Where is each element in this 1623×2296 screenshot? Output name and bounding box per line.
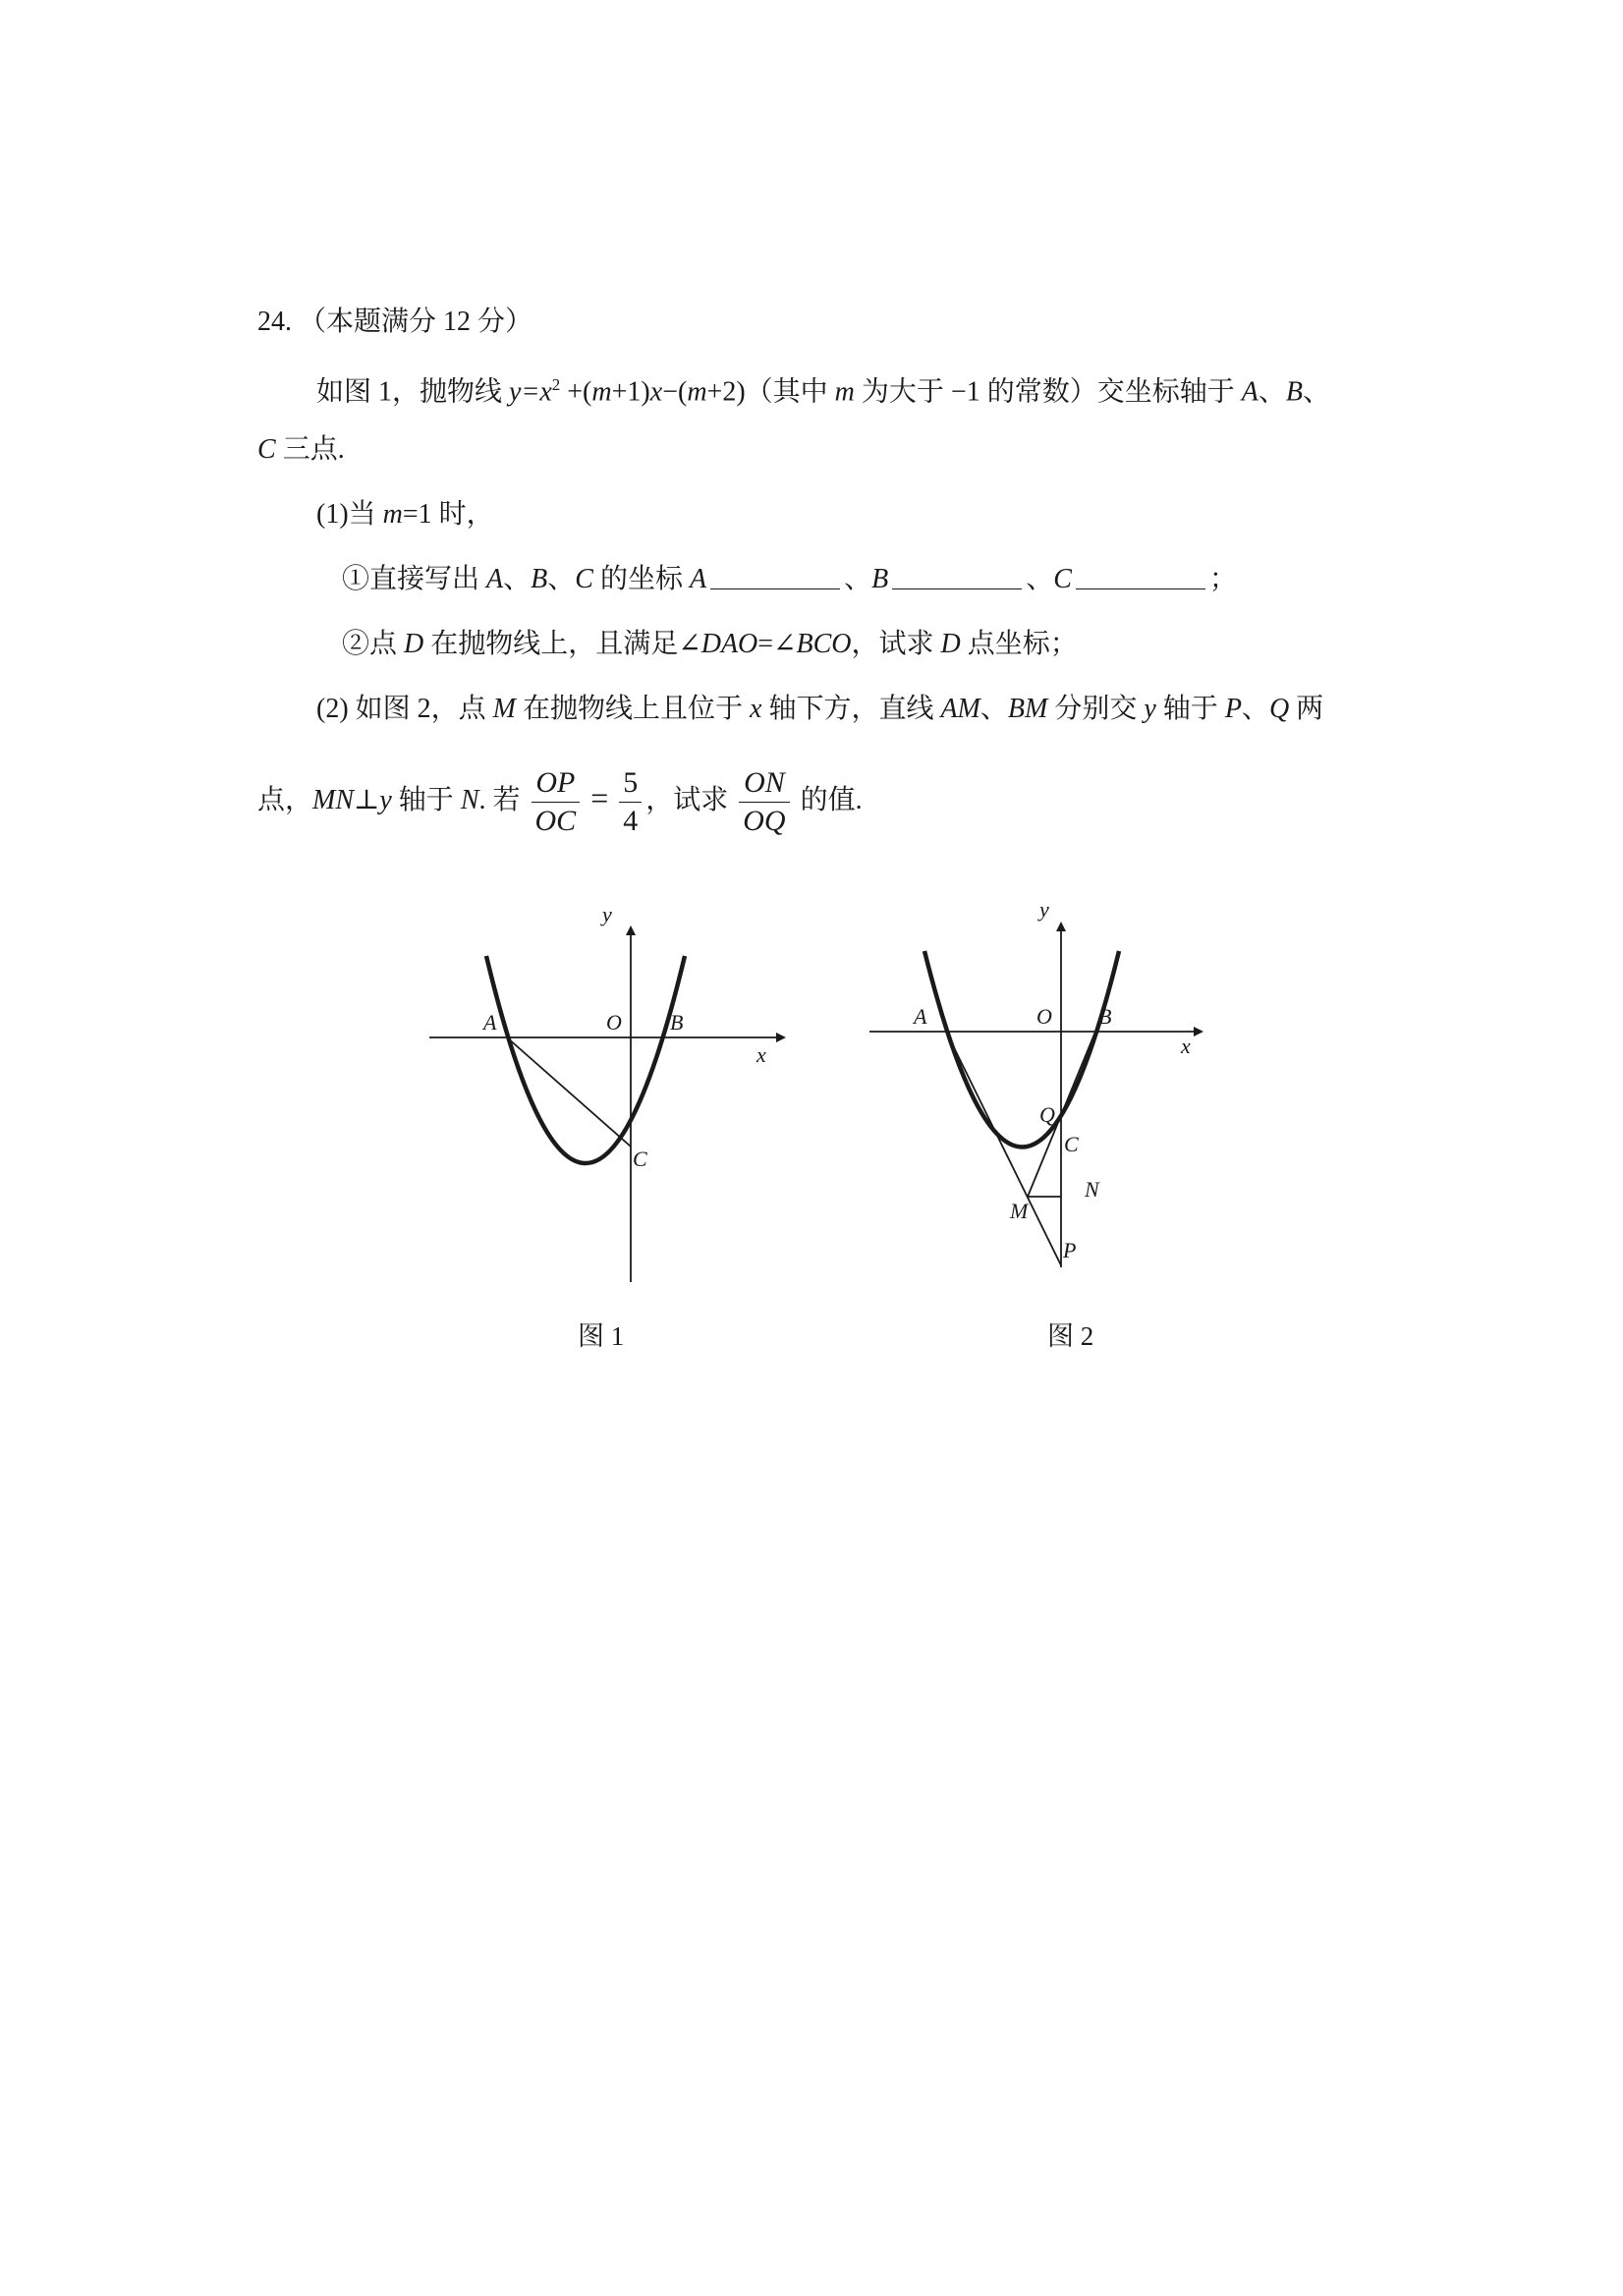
q1-text: ①直接写出 (342, 564, 487, 594)
fig2-label-c: C (1064, 1132, 1079, 1156)
figure-1-caption: 图 1 (578, 1321, 625, 1351)
part2-text: 轴于 (1155, 694, 1225, 724)
fig2-label-q: Q (1039, 1102, 1055, 1127)
question-2 (342, 625, 1078, 664)
part2-text: 在抛物线上且位于 (515, 694, 750, 724)
q2-text: 在抛物线上，且满足∠ (423, 629, 701, 659)
intro-text: 、 (1302, 376, 1330, 408)
part2-text: ，试求 (645, 785, 736, 815)
intro-text: 三点. (275, 434, 345, 465)
fig1-label-c: C (633, 1147, 647, 1171)
figure-2 (855, 884, 1218, 1297)
intro-text: +( (560, 376, 592, 408)
q2-var: D (940, 629, 961, 659)
intro-text: +2)（其中 (706, 376, 835, 408)
fig2-x-arrow (1194, 1027, 1203, 1036)
part2-var: Q (1268, 694, 1290, 724)
part2-text: (2) 如图 2，点 (316, 694, 493, 724)
equals-sign: = (590, 780, 609, 815)
part2-line2 (257, 758, 863, 840)
q2-text: ，试求 (851, 629, 941, 659)
intro-var: B (1285, 376, 1303, 408)
figure-1 (413, 884, 786, 1297)
part2-var: M (492, 694, 516, 724)
part2-var: x (750, 694, 762, 724)
intro-text: −( (662, 376, 688, 408)
fig2-label-b: B (1098, 1004, 1112, 1029)
q1-var: A (486, 564, 504, 594)
fig1-label-a: A (483, 1010, 497, 1035)
fig1-label-o: O (606, 1010, 622, 1035)
intro-exponent: 2 (551, 375, 561, 394)
q2-var: BCO (796, 629, 852, 659)
intro-var: C (257, 434, 276, 465)
figure-2-caption: 图 2 (1047, 1321, 1094, 1351)
problem-score: （本题满分 12 分） (299, 307, 533, 337)
q2-text: 点坐标； (960, 629, 1078, 659)
part2-var: P (1224, 694, 1242, 724)
part2-var: MN (312, 785, 355, 815)
fig2-label-a: A (914, 1004, 927, 1029)
part2-text: 点， (257, 785, 313, 815)
fig2-label-o: O (1036, 1004, 1052, 1029)
part2-text: 的值. (793, 785, 863, 815)
part2-var: y (379, 785, 392, 815)
q2-var: DAO (700, 629, 758, 659)
fig1-label-x: x (756, 1042, 766, 1067)
q1-var: B (871, 564, 889, 594)
fig2-line-am (946, 1032, 1061, 1265)
q1-var: C (1053, 564, 1072, 594)
part2-var: y (1144, 694, 1156, 724)
fig2-label-p: P (1063, 1238, 1077, 1262)
q1-text: ； (1208, 564, 1237, 594)
q1-var: B (531, 564, 548, 594)
fig1-parabola (486, 956, 685, 1163)
q1-text: 、 (844, 564, 872, 594)
part2-text: 轴于 (391, 785, 461, 815)
intro-var: A (1241, 376, 1259, 408)
intro-var: m (591, 376, 612, 408)
answer-blank-b[interactable] (892, 563, 1022, 589)
fig1-y-arrow (626, 925, 636, 935)
fraction-on-oq: $\frac{ON}{OQ}$ (739, 764, 789, 840)
part2-text: 、 (1241, 694, 1269, 724)
q2-text: ②点 (342, 629, 405, 659)
q1-text: 的坐标 (592, 564, 690, 594)
part2-text: 两 (1289, 694, 1324, 724)
problem-intro (316, 365, 1330, 412)
fraction-5-4: $\frac{5}{4}$ (619, 764, 642, 840)
fig2-label-m: M (1010, 1199, 1029, 1223)
fig2-label-x: x (1181, 1034, 1191, 1058)
fig1-label-y: y (602, 902, 612, 926)
intro-var: y=x (509, 376, 552, 408)
q1-text: 、 (503, 564, 532, 594)
intro-var: m (687, 376, 707, 408)
part1-heading (316, 495, 494, 534)
q1-text: 、 (1026, 564, 1054, 594)
part2-var: BM (1007, 694, 1048, 724)
part2-line1 (316, 690, 1323, 729)
problem-intro-cont (257, 430, 345, 470)
fig2-y-arrow (1056, 922, 1066, 931)
part1-text: =1 时， (402, 499, 494, 530)
part1-var: m (382, 499, 403, 530)
intro-var: m (834, 376, 855, 408)
intro-text: 如图 1，抛物线 (316, 376, 510, 408)
q2-text: =∠ (757, 629, 797, 659)
fig2-label-n: N (1085, 1177, 1099, 1202)
q2-var: D (404, 629, 424, 659)
perp-symbol: ⊥ (354, 785, 380, 815)
q1-var: A (689, 564, 707, 594)
problem-number: 24. (257, 307, 292, 337)
part2-var: AM (940, 694, 980, 724)
fig2-parabola (924, 951, 1119, 1148)
intro-text: 为大于 −1 的常数）交坐标轴于 (854, 376, 1242, 408)
q1-var: C (575, 564, 593, 594)
fig2-label-y: y (1039, 897, 1049, 922)
part2-text: 分别交 (1047, 694, 1145, 724)
q1-text: 、 (547, 564, 576, 594)
intro-var: x (649, 376, 663, 408)
fig1-label-b: B (670, 1010, 684, 1035)
fraction-op-oc: $\frac{OP}{OC}$ (532, 764, 581, 840)
intro-text: +1) (611, 376, 650, 408)
problem-header (257, 303, 532, 342)
part2-text: 、 (979, 694, 1008, 724)
fig1-x-arrow (776, 1033, 786, 1042)
intro-text: 、 (1258, 376, 1286, 408)
question-1 (342, 560, 1237, 599)
part2-var: N (460, 785, 479, 815)
part2-text: . 若 (478, 785, 528, 815)
part1-text: (1)当 (316, 499, 383, 530)
part2-text: 轴下方，直线 (761, 694, 941, 724)
answer-blank-a[interactable] (710, 563, 840, 589)
answer-blank-c[interactable] (1076, 563, 1205, 589)
